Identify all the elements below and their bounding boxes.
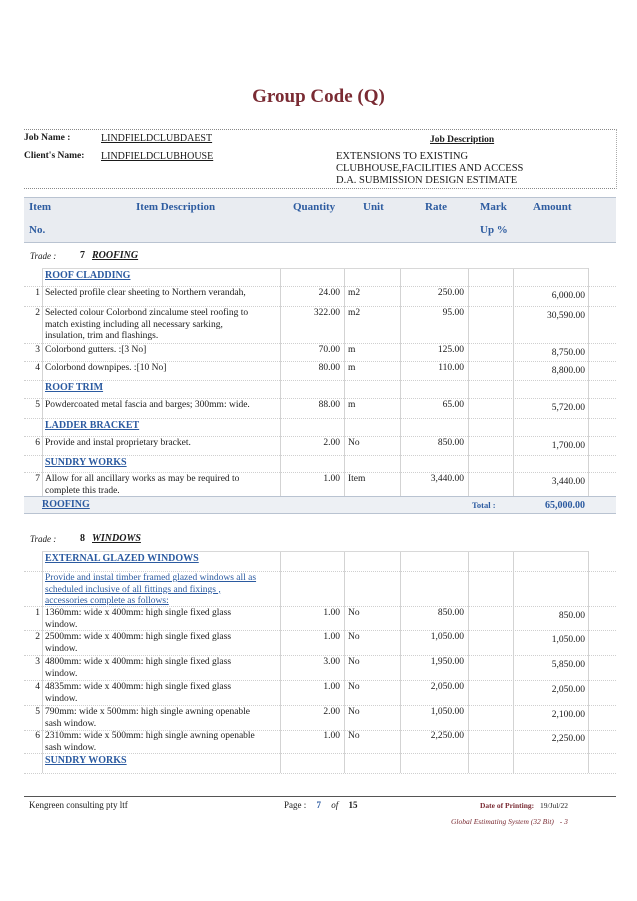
item-description-line: Powdercoated metal fascia and barges; 300mm: wide. xyxy=(45,400,250,410)
item-number: 2 xyxy=(35,308,40,318)
section-heading: SUNDRY WORKS xyxy=(45,755,127,766)
item-unit: No xyxy=(348,632,360,642)
item-rate: 850.00 xyxy=(437,608,464,618)
item-unit: m xyxy=(348,400,356,410)
item-rate: 2,250.00 xyxy=(430,731,464,741)
item-description-line: Selected colour Colorbond zincalume steel roofing to xyxy=(45,308,249,318)
column-rule xyxy=(468,551,469,773)
item-quantity: 3.00 xyxy=(323,657,340,667)
item-rate: 65.00 xyxy=(442,400,464,410)
row-rule xyxy=(24,380,616,381)
note-line: scheduled inclusive of all fittings and fixings , xyxy=(45,584,221,595)
item-description-line: window. xyxy=(45,619,78,630)
item-quantity: 70.00 xyxy=(318,345,340,355)
column-rule xyxy=(344,551,345,773)
row-rule xyxy=(24,436,616,437)
item-quantity: 1.00 xyxy=(323,682,340,692)
item-number: 5 xyxy=(35,707,40,717)
system-label: Global Estimating System (32 Bit) xyxy=(451,817,554,826)
column-rule xyxy=(588,268,589,497)
item-quantity: 2.00 xyxy=(323,707,340,717)
item-amount: 8,800.00 xyxy=(551,366,585,376)
footer-rule xyxy=(24,796,616,797)
column-rule xyxy=(42,551,43,773)
item-quantity: 1.00 xyxy=(323,632,340,642)
item-quantity: 88.00 xyxy=(318,400,340,410)
page-title: Group Code (Q) xyxy=(252,86,385,107)
item-description-line: 2310mm: wide x 500mm: high single awning openable xyxy=(45,731,255,741)
item-number: 3 xyxy=(35,657,40,667)
item-unit: m2 xyxy=(348,308,361,318)
job-name: LINDFIELDCLUBDAEST xyxy=(101,133,213,144)
item-amount: 850.00 xyxy=(558,611,585,621)
col-unit: Unit xyxy=(363,201,384,213)
system-name xyxy=(451,817,568,826)
col-quantity: Quantity xyxy=(293,201,336,213)
item-description-line: Colorbond downpipes. :[10 No] xyxy=(45,363,167,373)
item-number: 6 xyxy=(35,438,40,448)
job-description-line: EXTENSIONS TO EXISTING xyxy=(336,151,469,162)
page-indicator xyxy=(284,800,358,810)
row-rule xyxy=(24,680,616,681)
item-number: 5 xyxy=(35,400,40,410)
item-description-line: sash window. xyxy=(45,742,97,753)
row-rule xyxy=(42,551,588,552)
item-quantity: 1.00 xyxy=(323,474,340,484)
item-number: 4 xyxy=(35,363,40,373)
col-mark-up: Up % xyxy=(480,224,508,236)
job-description xyxy=(336,151,523,187)
row-rule xyxy=(24,343,616,344)
item-quantity: 2.00 xyxy=(323,438,340,448)
item-amount: 2,050.00 xyxy=(551,685,585,695)
item-unit: Item xyxy=(348,474,366,484)
col-item: Item xyxy=(29,201,51,213)
item-description-line: insulation, trim and flashings. xyxy=(45,331,159,341)
item-description-line: 1360mm: wide x 400mm: high single fixed glass xyxy=(45,608,232,618)
item-number: 1 xyxy=(35,288,40,298)
row-rule xyxy=(24,655,616,656)
row-rule xyxy=(24,773,616,774)
item-rate: 3,440.00 xyxy=(430,474,464,484)
item-unit: m xyxy=(348,363,356,373)
print-date-label: Date of Printing: xyxy=(480,801,535,810)
note-line: accessories complete as follows: xyxy=(45,596,169,606)
print-date-value: 19/Jul/22 xyxy=(540,801,568,810)
item-amount: 5,850.00 xyxy=(551,660,585,670)
job-name-label: Job Name : xyxy=(24,133,71,143)
row-rule xyxy=(24,472,616,473)
client-label: Client's Name: xyxy=(24,151,85,161)
job-description-line: D.A. SUBMISSION DESIGN ESTIMATE xyxy=(336,175,518,186)
item-description-line: window. xyxy=(45,668,78,679)
item-description-line: 790mm: wide x 500mm: high single awning openable xyxy=(45,707,251,717)
page-label: Page : xyxy=(284,800,307,810)
item-number: 7 xyxy=(35,474,40,484)
trade-number: 7 xyxy=(80,250,85,261)
column-rule xyxy=(344,268,345,497)
item-description-line: window. xyxy=(45,693,78,704)
item-quantity: 1.00 xyxy=(323,608,340,618)
item-amount: 1,700.00 xyxy=(551,441,585,451)
column-rule xyxy=(280,268,281,497)
item-rate: 1,050.00 xyxy=(430,707,464,717)
item-description-line: 4800mm: wide x 400mm: high single fixed glass xyxy=(45,657,232,667)
item-rate: 125.00 xyxy=(437,345,464,355)
item-quantity: 24.00 xyxy=(318,288,340,298)
column-rule xyxy=(468,268,469,497)
item-amount: 30,590.00 xyxy=(547,311,585,321)
item-description-line: Provide and instal proprietary bracket. xyxy=(45,438,191,448)
item-rate: 95.00 xyxy=(442,308,464,318)
row-rule xyxy=(24,306,616,307)
col-amount: Amount xyxy=(533,201,572,213)
item-description-line: sash window. xyxy=(45,718,97,729)
item-quantity: 322.00 xyxy=(313,308,340,318)
item-number: 3 xyxy=(35,345,40,355)
item-unit: No xyxy=(348,707,360,717)
item-amount: 6,000.00 xyxy=(551,291,585,301)
system-suffix: - 3 xyxy=(559,817,568,826)
trade-total-label: ROOFING xyxy=(42,499,90,510)
item-description-line: Colorbond gutters. :[3 No] xyxy=(45,345,147,355)
item-unit: No xyxy=(348,731,360,741)
column-rule xyxy=(42,268,43,497)
job-description-line: CLUBHOUSE,FACILITIES AND ACCESS xyxy=(336,163,524,174)
trade-total: 65,000.00 xyxy=(545,500,585,511)
print-date xyxy=(480,801,568,810)
item-unit: No xyxy=(348,682,360,692)
column-rule xyxy=(513,268,514,497)
item-description-line: 2500mm: wide x 400mm: high single fixed glass xyxy=(45,632,232,642)
item-number: 2 xyxy=(35,632,40,642)
item-description-line: Allow for all ancillary works as may be required to xyxy=(45,474,240,484)
item-unit: No xyxy=(348,657,360,667)
item-amount: 5,720.00 xyxy=(551,403,585,413)
job-description-label: Job Description xyxy=(430,135,495,145)
item-description-line: match existing including all necessary sarking, xyxy=(45,319,223,330)
item-rate: 1,950.00 xyxy=(430,657,464,667)
item-unit: m2 xyxy=(348,288,361,298)
col-mark: Mark xyxy=(480,201,507,213)
item-unit: No xyxy=(348,438,360,448)
row-rule xyxy=(24,571,616,572)
row-rule xyxy=(24,455,616,456)
item-unit: m xyxy=(348,345,356,355)
item-rate: 1,050.00 xyxy=(430,632,464,642)
trade-number: 8 xyxy=(80,533,85,544)
section-heading: LADDER BRACKET xyxy=(45,420,140,431)
section-heading: ROOF CLADDING xyxy=(45,270,131,281)
trade-label: Trade : xyxy=(30,534,57,544)
row-rule xyxy=(24,705,616,706)
item-amount: 1,050.00 xyxy=(551,635,585,645)
col-item-no: No. xyxy=(29,224,46,236)
item-description-line: 4835mm: wide x 400mm: high single fixed glass xyxy=(45,682,232,692)
trade-name: WINDOWS xyxy=(92,533,141,544)
item-description-line: window. xyxy=(45,643,78,654)
col-description: Item Description xyxy=(136,201,216,213)
row-rule xyxy=(24,361,616,362)
total-word: Total : xyxy=(472,500,496,510)
item-amount: 2,100.00 xyxy=(551,710,585,720)
row-rule xyxy=(24,286,616,287)
item-rate: 110.00 xyxy=(438,363,464,373)
column-rule xyxy=(400,268,401,497)
item-amount: 3,440.00 xyxy=(551,477,585,487)
item-quantity: 80.00 xyxy=(318,363,340,373)
section-heading: ROOF TRIM xyxy=(45,382,104,393)
client-name: LINDFIELDCLUBHOUSE xyxy=(101,151,214,162)
trade-name: ROOFING xyxy=(92,250,139,261)
item-unit: No xyxy=(348,608,360,618)
row-rule xyxy=(42,268,588,269)
item-rate: 2,050.00 xyxy=(430,682,464,692)
row-rule xyxy=(24,418,616,419)
column-rule xyxy=(588,551,589,773)
item-rate: 850.00 xyxy=(437,438,464,448)
item-amount: 2,250.00 xyxy=(551,734,585,744)
row-rule xyxy=(24,398,616,399)
section-heading: SUNDRY WORKS xyxy=(45,457,127,468)
item-number: 1 xyxy=(35,608,40,618)
item-amount: 8,750.00 xyxy=(551,348,585,358)
of-label: of xyxy=(331,800,339,810)
section-heading: EXTERNAL GLAZED WINDOWS xyxy=(45,553,199,564)
trade-label: Trade : xyxy=(30,251,57,261)
note-line: Provide and instal timber framed glazed windows all as xyxy=(45,573,257,583)
item-number: 4 xyxy=(35,682,40,692)
item-rate: 250.00 xyxy=(437,288,464,298)
item-number: 6 xyxy=(35,731,40,741)
item-description-line: Selected profile clear sheeting to Northern verandah, xyxy=(45,288,246,298)
page-total: 15 xyxy=(348,800,358,810)
item-description-line: complete this trade. xyxy=(45,485,120,496)
col-rate: Rate xyxy=(425,201,447,213)
item-quantity: 1.00 xyxy=(323,731,340,741)
company-name: Kengreen consulting pty ltf xyxy=(29,800,128,810)
page-number: 7 xyxy=(316,800,321,810)
